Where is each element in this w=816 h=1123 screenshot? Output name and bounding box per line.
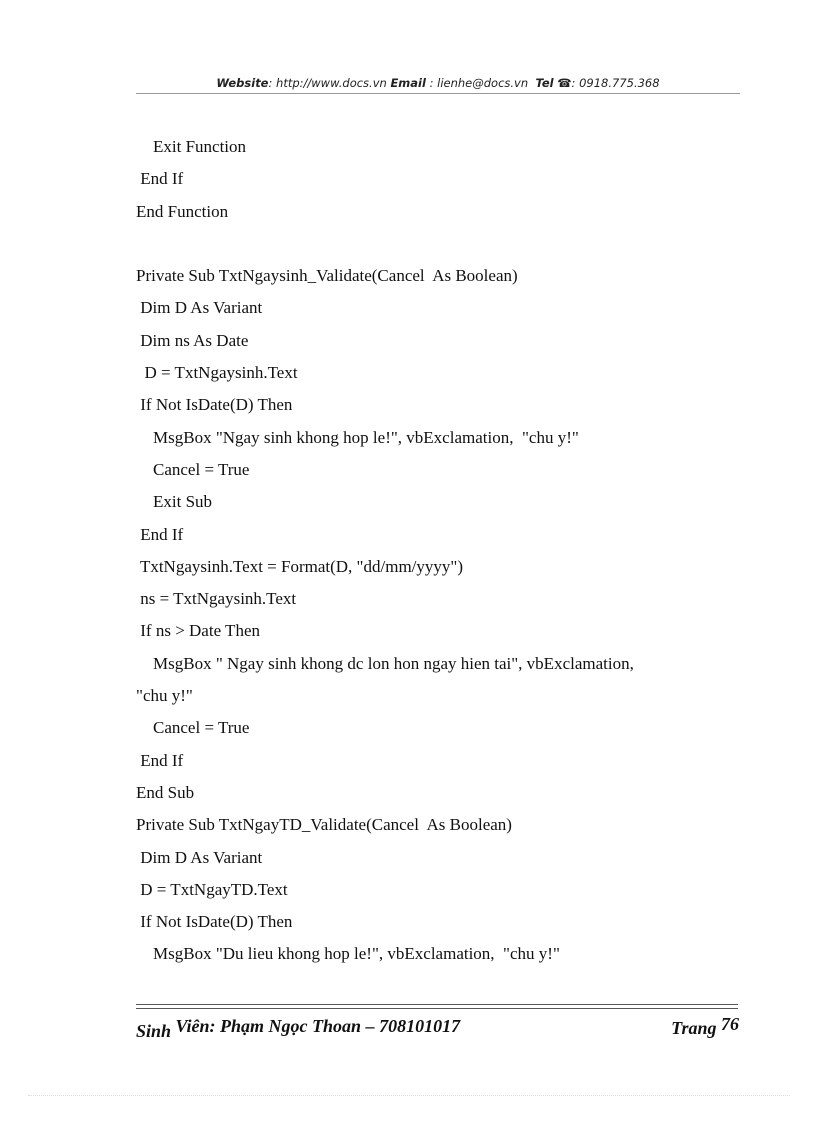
- code-line: End If: [136, 750, 184, 770]
- code-line: Dim ns As Date: [136, 330, 249, 350]
- footer-divider-top: [136, 1004, 738, 1005]
- page-header: [136, 76, 740, 90]
- code-line: If ns > Date Then: [136, 621, 260, 641]
- code-listing: [136, 131, 736, 971]
- code-line: If Not IsDate(D) Then: [136, 912, 293, 932]
- code-line: Cancel = True: [136, 718, 250, 738]
- website-value: : http://www.docs.vn: [268, 76, 387, 90]
- code-line: Dim D As Variant: [136, 847, 263, 867]
- code-line: Exit Function: [136, 137, 247, 156]
- code-line: Cancel = True: [136, 459, 250, 479]
- code-line: End If: [136, 524, 184, 544]
- tel-label: Tel: [535, 76, 554, 90]
- footer-divider-bottom: [136, 1008, 738, 1009]
- footer-page: [671, 1014, 739, 1039]
- page-bottom-edge: [28, 1095, 790, 1096]
- footer-sinh: Sinh: [136, 1021, 172, 1041]
- code-line: Private Sub TxtNgaysinh_Validate(Cancel As Boolean): [136, 266, 518, 286]
- code-line: D = TxtNgaysinh.Text: [136, 363, 298, 383]
- header-divider: [136, 93, 740, 94]
- code-line: "chu y!": [136, 686, 193, 706]
- footer-author: [136, 1016, 461, 1041]
- code-line: If Not IsDate(D) Then: [136, 395, 293, 415]
- footer-trang: Trang: [671, 1018, 717, 1038]
- code-line: Dim D As Variant: [136, 298, 263, 318]
- code-line: End Sub: [136, 782, 195, 802]
- code-line: MsgBox " Ngay sinh khong dc lon hon ngay hien tai", vbExclamation,: [136, 653, 634, 673]
- code-line: Private Sub TxtNgayTD_Validate(Cancel As Boolean): [136, 815, 512, 835]
- code-line: TxtNgaysinh.Text = Format(D, "dd/mm/yyyy"): [136, 556, 463, 576]
- code-line: [136, 228, 736, 260]
- code-line: D = TxtNgayTD.Text: [136, 879, 288, 899]
- phone-icon: ☎: [557, 76, 572, 90]
- code-line: ns = TxtNgaysinh.Text: [136, 589, 297, 609]
- code-line: Exit Sub: [136, 492, 213, 512]
- website-label: Website: [216, 76, 269, 90]
- code-line: MsgBox "Ngay sinh khong hop le!", vbExclamation, "chu y!": [136, 427, 579, 447]
- footer-author-name: Viên: Phạm Ngọc Thoan – 708101017: [171, 1016, 461, 1036]
- tel-value: : 0918.775.368: [571, 76, 660, 90]
- code-line: MsgBox "Du lieu khong hop le!", vbExclamation, "chu y!": [136, 944, 560, 964]
- code-line: End Function: [136, 201, 229, 221]
- page-number: 76: [721, 1014, 739, 1034]
- email-value: : lienhe@docs.vn: [425, 76, 529, 90]
- code-line: End If: [136, 169, 184, 189]
- email-label: Email: [390, 76, 426, 90]
